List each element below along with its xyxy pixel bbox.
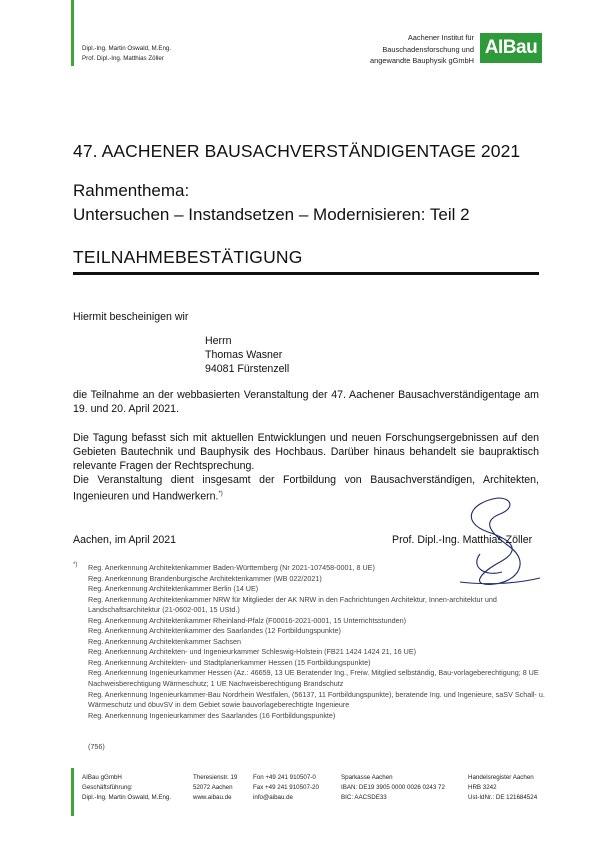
certificate-heading: TEILNAHMEBESTÄTIGUNG bbox=[73, 247, 303, 267]
footer-register bbox=[468, 773, 537, 803]
footer-company bbox=[82, 773, 171, 803]
description-line: Die Veranstaltung dient insgesamt der Fortbildung von Bausachverständigen, Architekten, Ingenieuren und Handwerkern. bbox=[73, 474, 539, 503]
theme-title: Untersuchen – Instandsetzen – Modernisieren: Teil 2 bbox=[73, 205, 470, 224]
header-person: Dipl.-Ing. Martin Oswald, M.Eng. bbox=[82, 45, 172, 52]
footer-brand-line bbox=[71, 768, 74, 816]
institute-name bbox=[330, 32, 474, 67]
footnote-item: Reg. Anerkennung Architektenkammer des Saarlandes (12 Fortbildungspunkte) bbox=[88, 626, 341, 636]
participation-text: die Teilnahme an der webbasierten Veranstaltung der 47. Aachener Bausachverständigentage am 19. und 20. April 2021. bbox=[73, 389, 539, 415]
footer-bank bbox=[341, 773, 445, 803]
footer-address bbox=[193, 773, 237, 803]
signatory-name: Prof. Dipl.-Ing. Matthias Zöller bbox=[392, 534, 533, 546]
footnote-item: Reg. Anerkennung Architekten- und Stadtplanerkammer Hessen (15 Fortbildungspunkte) bbox=[88, 657, 371, 667]
footnote-item: Reg. Anerkennung Architektenkammer NRW für Mitglieder der AK NRW in den Fachrichtungen Architektur, Innen-architektur und Landschaftsarchitektur (21-0602-001, 15 UStd.) bbox=[88, 594, 497, 615]
footnote-item: Reg. Anerkennung Brandenburgische Architektenkammer (WB 022/2021) bbox=[88, 573, 322, 583]
header-persons bbox=[82, 44, 171, 64]
footnote-item: Reg. Anerkennung Ingenieurkammer des Saarlandes (16 Fortbildungspunkte) bbox=[88, 710, 336, 720]
heading-rule bbox=[73, 272, 539, 275]
footer-contact bbox=[253, 773, 319, 803]
description-paragraph: Die Tagung befasst sich mit aktuellen Entwicklungen und neuen Forschungsergebnissen auf den Gebieten Bautechnik und Bauphysik des Hochbaus. Darüber hinaus behandelt sie baupraktisch relevante Fragen der Rechtsprechung. bbox=[73, 432, 539, 472]
footer-line: Ust-IdNr.: DE 121684524 bbox=[468, 794, 538, 801]
aibau-logo: AIBau bbox=[480, 33, 542, 63]
intro-text: Hiermit bescheinigen wir bbox=[73, 311, 189, 323]
institute-line: angewandte Bauphysik gGmbH bbox=[370, 56, 474, 66]
footnote-ref: *) bbox=[218, 491, 223, 497]
theme-label: Rahmenthema: bbox=[73, 181, 190, 200]
footer-line: Sparkasse Aachen bbox=[341, 774, 393, 781]
footer-line: Dipl.-Ing. Martin Oswald, M.Eng. bbox=[82, 794, 172, 801]
footer-line: Handelsregister Aachen bbox=[468, 774, 534, 781]
footnote-item: Reg. Anerkennung Architekten- und Ingenieurkammer Schleswig-Holstein (FB21 1424 1424 21, 16 UE) bbox=[88, 647, 417, 657]
footer-line: Fon +49 241 910507-0 bbox=[253, 774, 316, 781]
footnote-item: Reg. Anerkennung Ingenieurkammer Hessen (Az.: 46659, 13 UE Beratender Ing., Freiw. Mitglied selbständig, Bau-vorlageberechtigung; 8 UE Nachweisberechtigung Wärmeschutz; 1 UE Nachweisberechtigung Brandschutz bbox=[88, 668, 539, 689]
footnote-item: Reg. Anerkennung Ingenieurkammer-Bau Nordrhein Westfalen, (56137, 11 Fortbildungspunkte), beratende Ing. und Ingenieure, saSV Schall- u. Wärmeschutz und öbuvSV in dem Gebiet sowie bauvorlageberechtigte Ingenieure bbox=[88, 689, 545, 710]
place-date: Aachen, im April 2021 bbox=[73, 534, 177, 546]
footer-line: Geschäftsführung: bbox=[82, 784, 133, 791]
institute-line: Aachener Institut für bbox=[407, 33, 474, 42]
footer-line: 52072 Aachen bbox=[193, 784, 233, 791]
footnote-item: Reg. Anerkennung Architektenkammer Berlin (14 UE) bbox=[88, 584, 259, 594]
footer-line: Fax +49 241 910507-20 bbox=[253, 784, 319, 791]
footer-line: AIBau gGmbH bbox=[82, 774, 122, 781]
footer-email-link[interactable]: info@aibau.de bbox=[253, 794, 293, 801]
footnote-item: Reg. Anerkennung Architektenkammer Sachsen bbox=[88, 636, 242, 646]
footer-line: Theresienstr. 19 bbox=[193, 774, 238, 781]
event-title: 47. AACHENER BAUSACHVERSTÄNDIGENTAGE 2021 bbox=[73, 141, 521, 161]
institute-line: Bauschadensforschung und bbox=[382, 44, 474, 54]
header-person: Prof. Dipl.-Ing. Matthias Zöller bbox=[82, 55, 164, 62]
footer-line: HRB 3242 bbox=[468, 784, 497, 791]
recipient-name: Thomas Wasner bbox=[205, 349, 283, 361]
recipient-address: 94081 Fürstenzell bbox=[205, 363, 290, 375]
footnote-item: Reg. Anerkennung Architektenkammer Rheinland-Pfalz (F00016-2021-0001, 15 Unterrichtsstunden) bbox=[88, 615, 407, 625]
footer-line: IBAN: DE19 3905 0000 0026 0243 72 bbox=[341, 784, 445, 791]
footnote-marker: *) bbox=[73, 562, 78, 568]
footer-line: BIC: AACSDE33 bbox=[341, 794, 387, 801]
header-brand-line bbox=[71, 0, 74, 66]
footer-website-link[interactable]: www.aibau.de bbox=[193, 794, 232, 801]
footnote-list bbox=[88, 563, 548, 721]
document-number: (756) bbox=[88, 742, 105, 751]
recipient-block bbox=[205, 334, 289, 376]
recipient-salutation: Herrn bbox=[205, 335, 232, 347]
footnote-item: Reg. Anerkennung Architektenkammer Baden-Württemberg (Nr 2021-107458-0001, 8 UE) bbox=[88, 563, 375, 572]
